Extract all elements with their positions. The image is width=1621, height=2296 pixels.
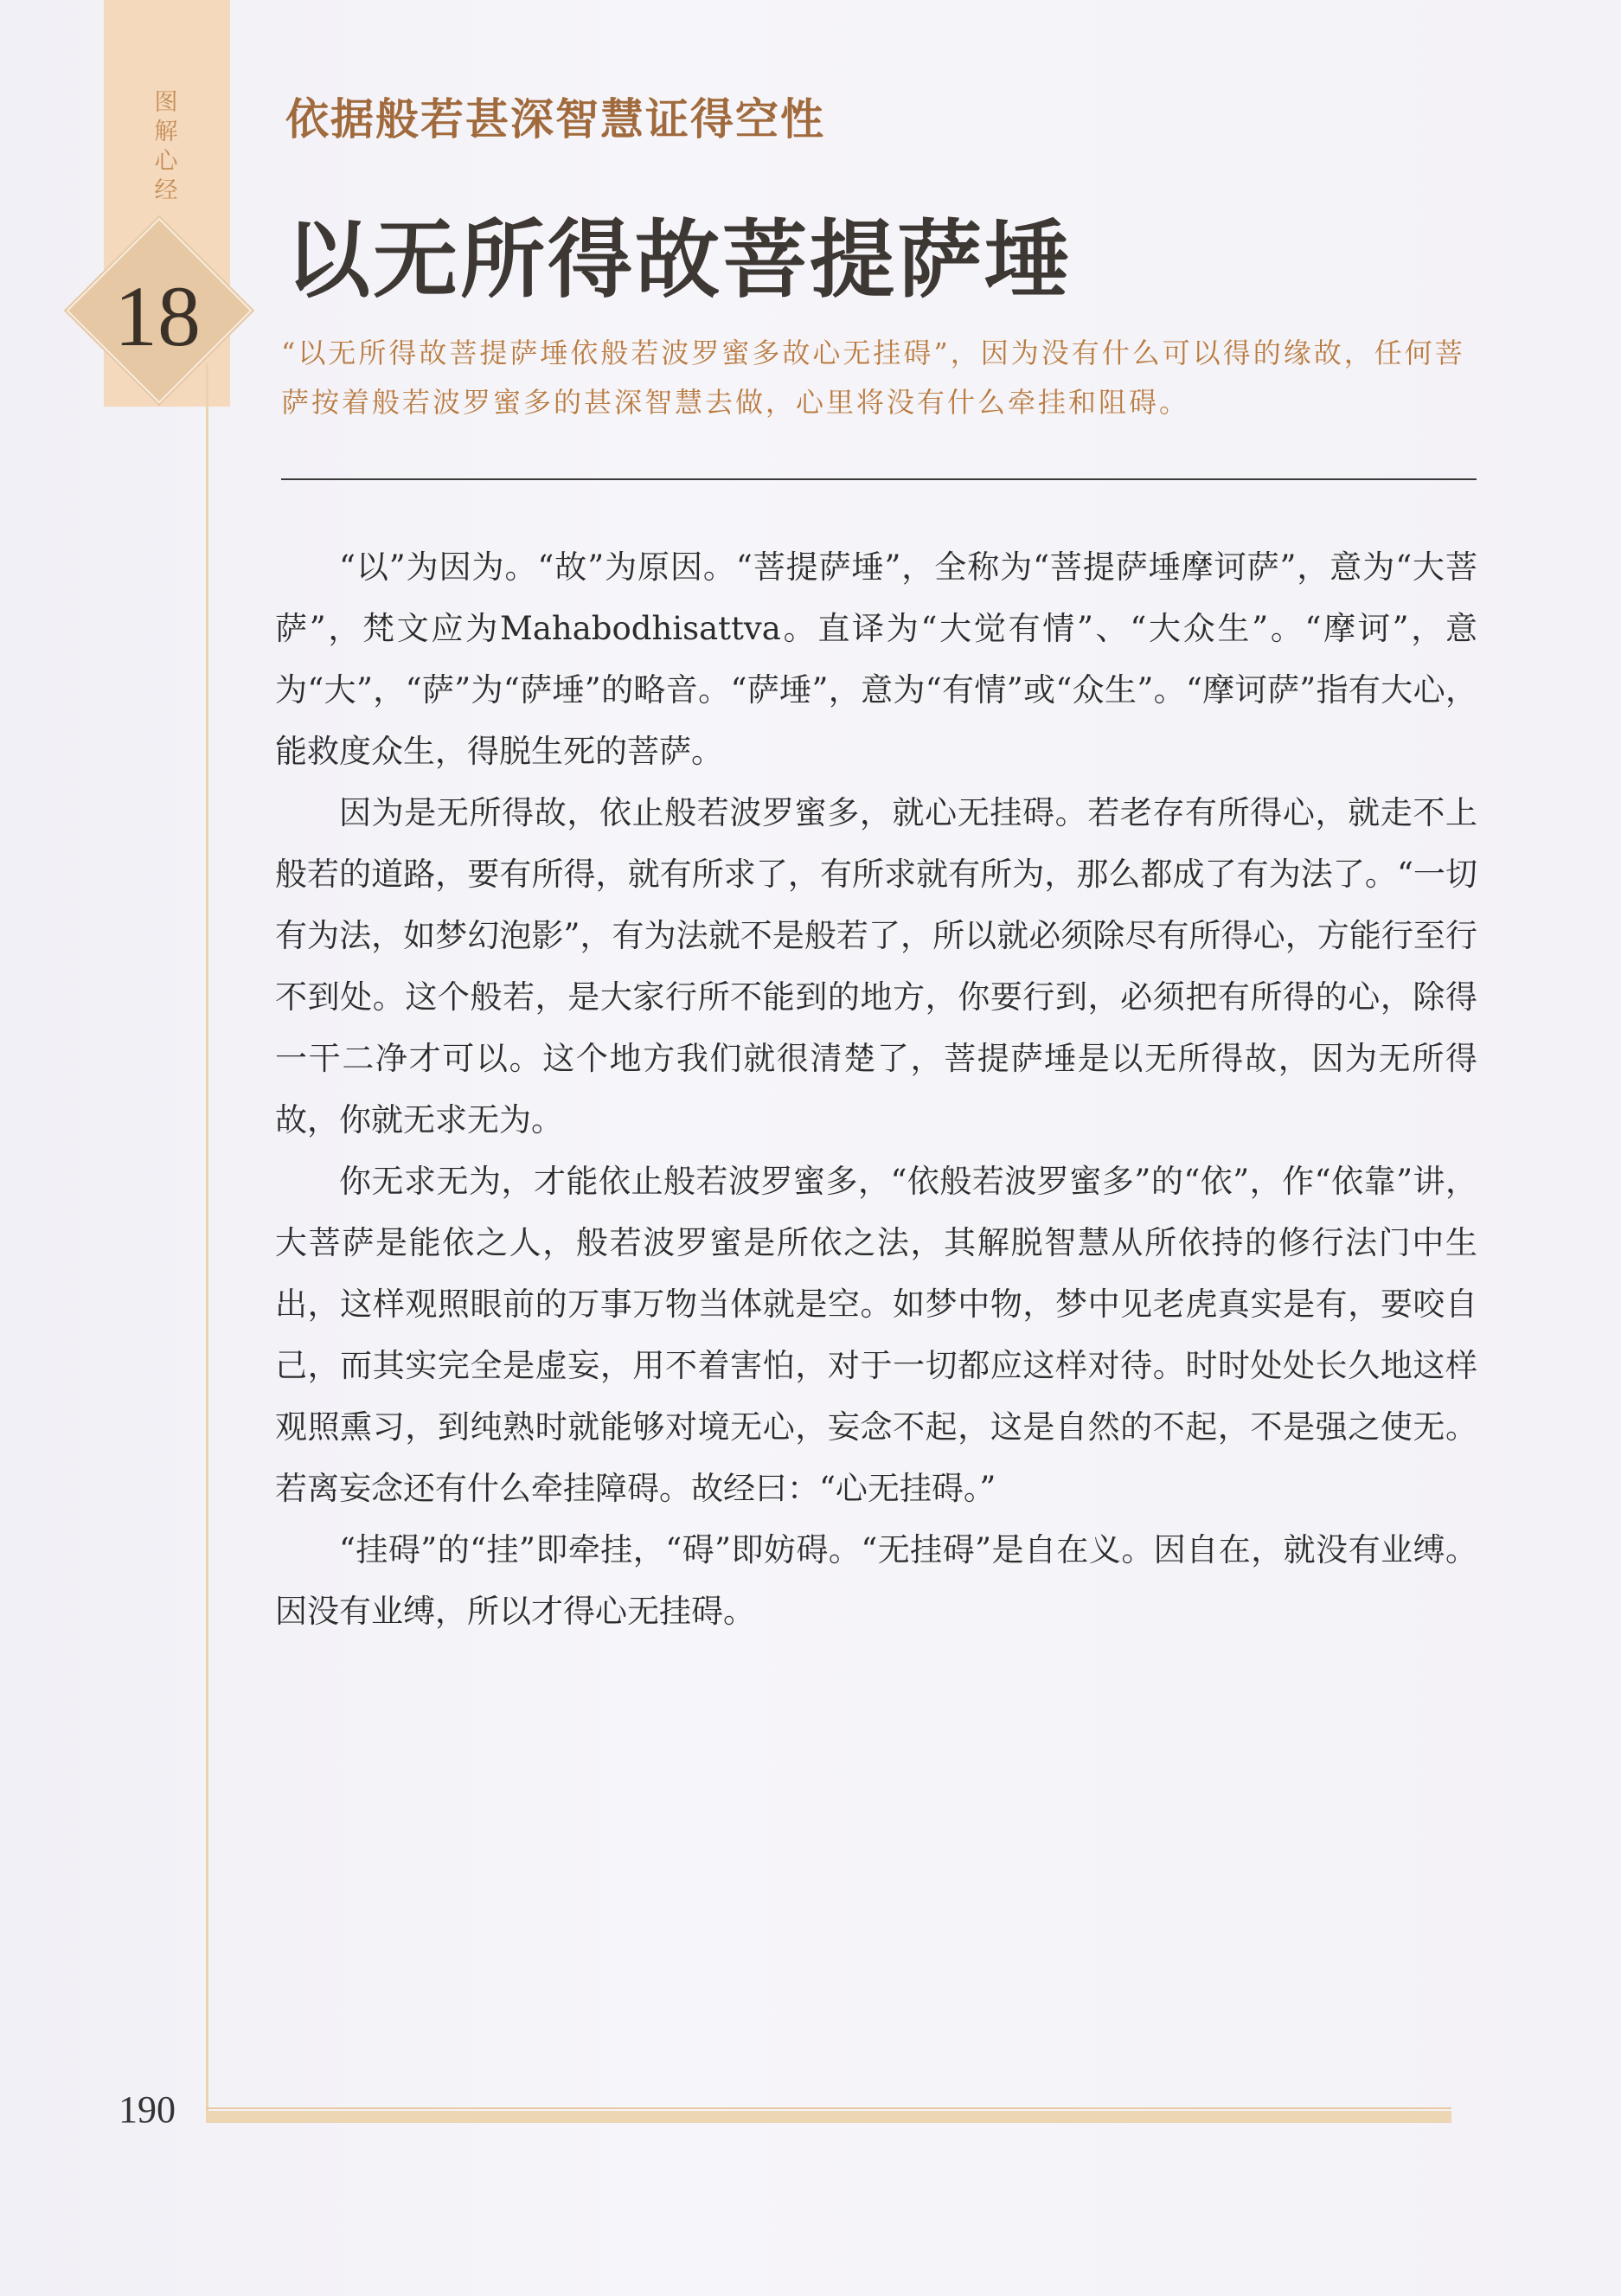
title-divider [281, 478, 1477, 480]
sutra-quote: “以无所得故菩提萨埵依般若波罗蜜多故心无挂碍”，因为没有什么可以得的缘故，任何菩萨按着般若波罗蜜多的甚深智慧去做，心里将没有什么牵挂和阻碍。 [281, 337, 1465, 419]
chapter-number: 18 [114, 268, 201, 364]
paragraph: 你无求无为，才能依止般若波罗蜜多，“依般若波罗蜜多”的“依”，作“依靠”讲，大菩萨是能依之人，般若波罗蜜是所依之法，其解脱智慧从所依持的修行法门中生出，这样观照眼前的万事万物当体就是空。如梦中物，梦中见老虎真实是有，要咬自己，而其实完全是虚妄，用不着害怕，对于一切都应这样对待。时时处处长久地这样观照熏习，到纯熟时就能够对境无心，妄念不起，这是自然的不起，不是强之使无。若离妄念还有什么牵挂障碍。故经曰：“心无挂碍。” [275, 1163, 1477, 1507]
margin-rule [206, 363, 208, 2111]
body-text [275, 536, 1477, 1642]
book-series-label: 图解心经 [154, 89, 178, 204]
page-number: 190 [119, 2088, 176, 2131]
paragraph: “以”为因为。“故”为原因。“菩提萨埵”，全称为“菩提萨埵摩诃萨”，意为“大菩萨”，梵文应为Mahabodhisattva。直译为“大觉有情”、“大众生”。“摩诃”，意为“大”，“萨”为“萨埵”的略音。“萨埵”，意为“有情”或“众生”。“摩诃萨”指有大心，能救度众生，得脱生死的菩萨。 [275, 548, 1477, 770]
page-title: 以无所得故菩提萨埵 [285, 210, 1073, 310]
footer-bar [206, 2111, 1451, 2123]
paragraph: “挂碍”的“挂”即牵挂，“碍”即妨碍。“无挂碍”是自在义。因自在，就没有业缚。因没有业缚，所以才得心无挂碍。 [275, 1531, 1477, 1630]
footer-rule [206, 2107, 1451, 2109]
section-kicker: 依据般若甚深智慧证得空性 [285, 93, 825, 144]
paragraph: 因为是无所得故，依止般若波罗蜜多，就心无挂碍。若老存有所得心，就走不上般若的道路，要有所得，就有所求了，有所求就有所为，那么都成了有为法了。“一切有为法，如梦幻泡影”，有为法就不是般若了，所以就必须除尽有所得心，方能行至行不到处。这个般若，是大家行所不能到的地方，你要行到，必须把有所得的心，除得一干二净才可以。这个地方我们就很清楚了，菩提萨埵是以无所得故，因为无所得故，你就无求无为。 [275, 794, 1477, 1138]
